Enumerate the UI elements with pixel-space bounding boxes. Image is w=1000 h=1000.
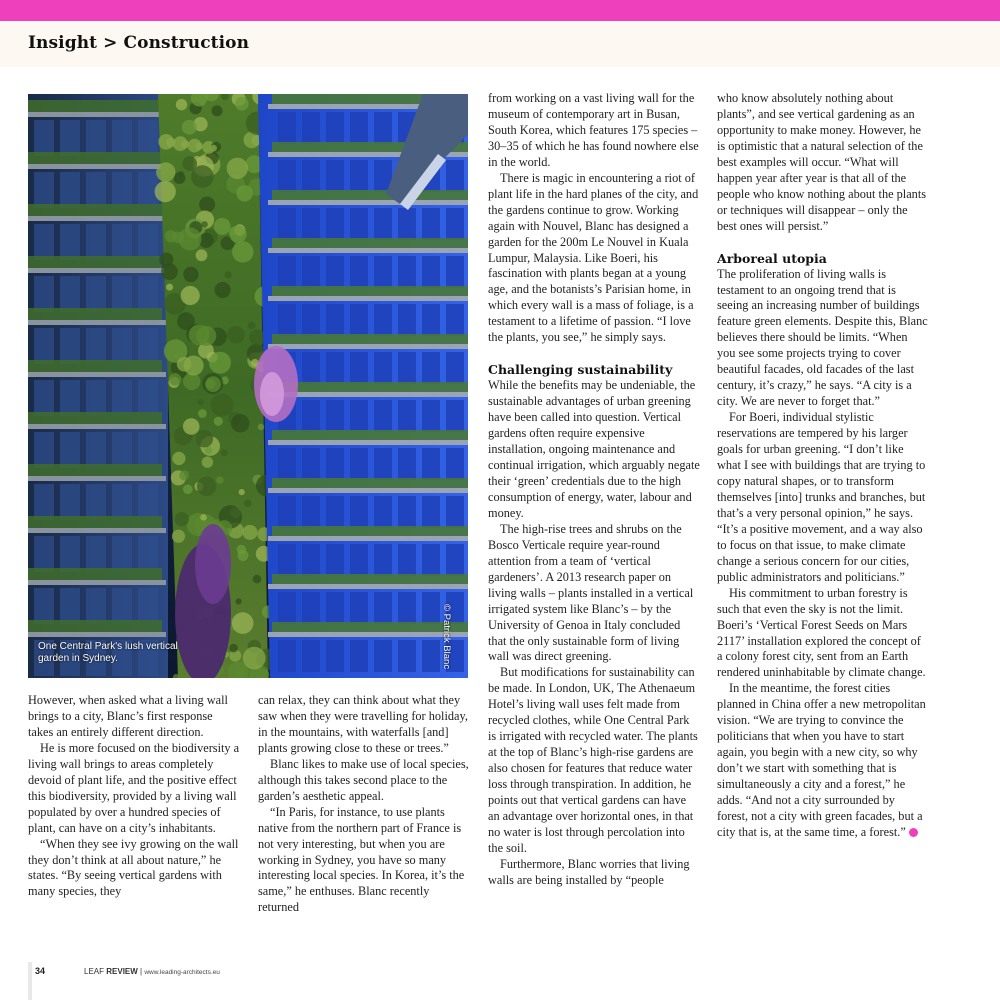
paragraph: who know absolutely nothing about plants”, and see vertical gardening as an opportunity to make money. However, he is optimistic that a natural selection of the best examples will occur. “What will happen year after year is that all of the people who know nothing about the plants or techniques will disappear – only the best ones will persist.” (717, 91, 927, 233)
footer-review: REVIEW (106, 967, 138, 976)
paragraph: “When they see ivy growing on the wall they don’t think at all about nature,” he states. “By seeing vertical gardens with many species, they (28, 836, 239, 899)
vertical-garden-photo (28, 94, 468, 678)
footer-separator: | (140, 967, 143, 976)
end-mark-icon (909, 828, 918, 837)
paragraph: Blanc likes to make use of local species, although this takes second place to the garden’s aesthetic appeal. (258, 756, 469, 803)
article-column-3 (488, 91, 700, 889)
article-column-2 (258, 693, 470, 916)
paragraph: For Boeri, individual stylistic reservations are tempered by his larger goals for urban greening. “I don’t like what I see with buildings that are trying to copy natural shapes, or to transform themselves [into] trunks and branches, but that’s a very personal opinion,” he says. “It’s a positive movement, and a way also to focus on that issue, to make climate change a serious concern for our cities, public administrators and politicians.” (717, 410, 926, 584)
paragraph: But modifications for sustainability can be made. In London, UK, The Athenaeum Hotel’s living wall uses felt made from recycled clothes, while One Central Park is irrigated with recycled water. The plants at the top of Blanc’s high-rise gardens are also chosen for features that reduce water loss through transpiration. In addition, he points out that vertical gardens can have an advantage over horizontal ones, in that no water is lost through percolation into the soil. (488, 665, 698, 855)
paragraph: Furthermore, Blanc worries that living walls are being installed by “people (488, 856, 690, 887)
accent-top-bar (0, 0, 1000, 21)
paragraph: His commitment to urban forestry is such that even the sky is not the limit. Boeri’s ‘Vertical Forest Seeds on Mars 2117’ installation explored the concept of a colony forest city, sent from an Earth rendered uninhabitable by climate change. (717, 585, 926, 680)
article-column-1 (28, 693, 240, 900)
footer-leaf: LEAF (84, 967, 105, 976)
paragraph: He is more focused on the biodiversity a living wall brings to areas completely devoid of plant life, and the positive effect this biodiversity, provided by a living wall populated by over a hundred species of plant, can have on a city’s inhabitants. (28, 740, 240, 835)
paragraph: However, when asked what a living wall brings to a city, Blanc’s first response takes an entirely different direction. (28, 693, 228, 739)
photo-credit: © Patrick Blanc (441, 604, 452, 670)
footer-publication (84, 967, 220, 976)
photo-caption: One Central Park's lush vertical garden in Sydney. (38, 641, 178, 664)
footer-rule (28, 962, 32, 1000)
paragraph: “In Paris, for instance, to use plants native from the northern part of France is not very interesting, but when you are working in Sydney, you have so many interesting local species. In Korea, it’s the same,” he enthuses. Blanc recently returned (258, 804, 465, 915)
paragraph-final (717, 681, 929, 841)
page-number: 34 (35, 966, 46, 976)
article-column-4 (717, 91, 929, 841)
paragraph: The proliferation of living walls is testament to an ongoing trend that is seeing an increasing number of buildings feature green elements. Despite this, Blanc believes there should be limits. “When you see some projects trying to cover beautiful facades, old facades of the last century, it’s crazy,” he says. “A city is a city. We are never to forget that.” (717, 266, 928, 409)
paragraph: The high-rise trees and shrubs on the Bosco Verticale require year-round attention from a team of ‘vertical gardeners’. A 2013 research paper on living walls – plants installed in a vertical irrigated system like Blanc’s – by the University of Genoa in Italy concluded that the only sustainable form of living wall was direct greening. (488, 521, 694, 664)
paragraph: While the benefits may be undeniable, the sustainable advantages of urban greening have been called into question. Vertical gardens often require expensive installation, ongoing maintenance and continual irrigation, which arguably negate their ‘green’ credentials due to the high consumption of energy, water, labour and money. (488, 378, 700, 520)
section-heading: Arboreal utopia (717, 250, 827, 266)
breadcrumb: Insight > Construction (28, 33, 250, 53)
footer-website: www.leading-architects.eu (144, 969, 220, 976)
paragraph-text: In the meantime, the forest cities planned in China offer a new metropolitan vision. “We are trying to convince the politicians that when you have to start again, you begin with a new city, so why don’t we start with something that is simultaneously a city and a forest,” he adds. “And not a city surrounded by forest, not a city with green facades, but a city that is, at the same time, a forest.” (717, 681, 926, 839)
paragraph: There is magic in encountering a riot of plant life in the hard planes of the city, and the gardens continue to grow. Working again with Nouvel, Blanc has designed a garden for the 200m Le Nouvel in Kuala Lumpur, Malaysia. Like Boeri, his fascination with plants began at a young age, and the botanists’s Parisian home, in which every wall is a mass of foliage, is a testament to a lifetime of passion. “I love the plants, you see,” he simply says. (488, 170, 699, 345)
paragraph: can relax, they can think about what they saw when they were travelling for holiday, in the mountains, with waterfalls [and] plants growing close to these or trees.” (258, 693, 468, 755)
section-heading: Challenging sustainability (488, 362, 673, 378)
paragraph: from working on a vast living wall for the museum of contemporary art in Busan, South Korea, which features 175 species – 30–35 of which he has found nowhere else in the world. (488, 91, 699, 169)
